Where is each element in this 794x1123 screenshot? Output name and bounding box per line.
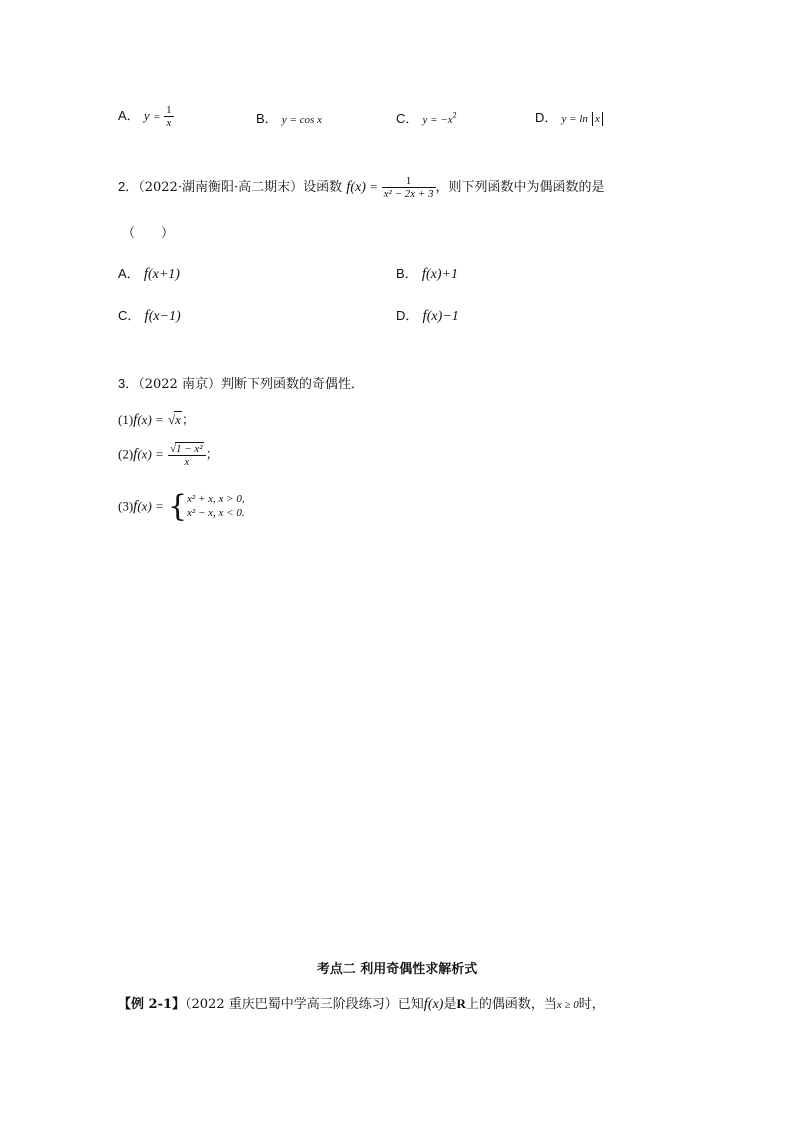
question-3 [118,373,364,392]
math-text: f [133,446,138,463]
fraction-denominator: x² − 2x + 3 [383,188,434,201]
math-text: f [143,266,148,282]
math-text: f [144,308,149,324]
fraction [164,104,174,129]
math-text: (x) = [137,412,164,427]
case-line: x² + x, x > 0, [187,493,245,506]
math-set: R [456,996,466,1011]
item-index: (3) [118,498,134,514]
punctuation: ； [205,447,219,463]
math-text: y = −x [422,114,453,126]
fraction-numerator: 1 [382,175,436,188]
math-text: f [133,498,138,515]
option-label: A． [118,266,140,281]
question-text: （2022 南京）判断下列函数的奇偶性． [138,377,364,392]
question-number: 3． [118,376,139,391]
item-index: (2) [118,446,134,462]
math-text: f [423,996,428,1012]
section-title: 考点二 利用奇偶性求解析式 [316,962,478,977]
math-text: x ≥ 0 [556,999,579,1011]
q1-option-d [535,107,603,126]
math-text: y = cos x [281,114,322,126]
math-text: (x) [427,997,444,1012]
math-text: y = ln [561,113,588,125]
q2-option-d [396,305,459,325]
math-text: f [421,266,426,282]
math-text: f [133,412,138,428]
q3-item-1: (1)f(x) = √x； [118,412,195,428]
option-label: C． [396,111,419,126]
option-label: B． [396,266,418,281]
q2-option-b [396,263,458,283]
example-text: 是 [443,997,457,1012]
option-label: A． [118,108,140,124]
piecewise-cases [187,493,245,521]
math-text: f [346,179,351,196]
question-number: 2． [118,179,139,195]
option-label: D． [535,110,558,125]
example-text: 时， [578,997,605,1012]
option-label: B． [256,111,278,126]
math-text: (x) = [137,446,164,462]
q2-option-c [118,305,181,325]
punctuation: ； [181,413,195,428]
question-source: （2022·湖南衡阳·高二期末）设函数 [138,180,343,196]
math-text: y [143,108,150,124]
answer-paren: （ ） [122,226,175,241]
fraction-denominator: x [184,456,190,469]
math-text: (x)+1 [425,267,458,282]
absolute-value: x [592,112,603,126]
fraction [382,175,436,200]
q3-item-2 [118,442,219,468]
fraction-denominator: x [166,117,172,130]
math-text: (x−1) [148,309,181,324]
fraction-numerator: 1 [166,104,172,116]
math-text: (x) [350,180,366,196]
q1-option-a [118,104,174,129]
example-2-1 [118,993,605,1013]
q1-option-c [396,108,457,127]
math-text: (x)−1 [426,309,459,324]
example-tag: 【例 2-1】 [118,997,186,1012]
math-text: (x+1) [147,267,180,282]
example-text: 上的偶函数，当 [465,997,557,1012]
q2-option-a [118,263,180,283]
question-text: ，则下列函数中为偶函数的是 [435,180,605,196]
fraction [168,442,206,468]
exponent: 2 [452,110,457,120]
item-index: (1) [118,412,134,427]
left-brace: { [167,489,188,524]
q3-item-3 [118,489,245,524]
math-text: = [370,179,378,195]
question-2 [118,175,605,200]
option-label: D． [396,308,419,323]
math-text: (x) = [137,498,164,514]
q1-option-b [256,108,322,127]
math-text: = [153,111,160,124]
case-line: x² − x, x < 0. [187,507,245,519]
fraction-numerator: √1 − x² [168,442,206,456]
example-text: （2022 重庆巴蜀中学高三阶段练习）已知 [185,997,424,1012]
radicand: 1 − x² [175,443,203,455]
radicand: x [175,412,181,427]
option-label: C． [118,308,141,323]
math-text: f [422,308,427,324]
